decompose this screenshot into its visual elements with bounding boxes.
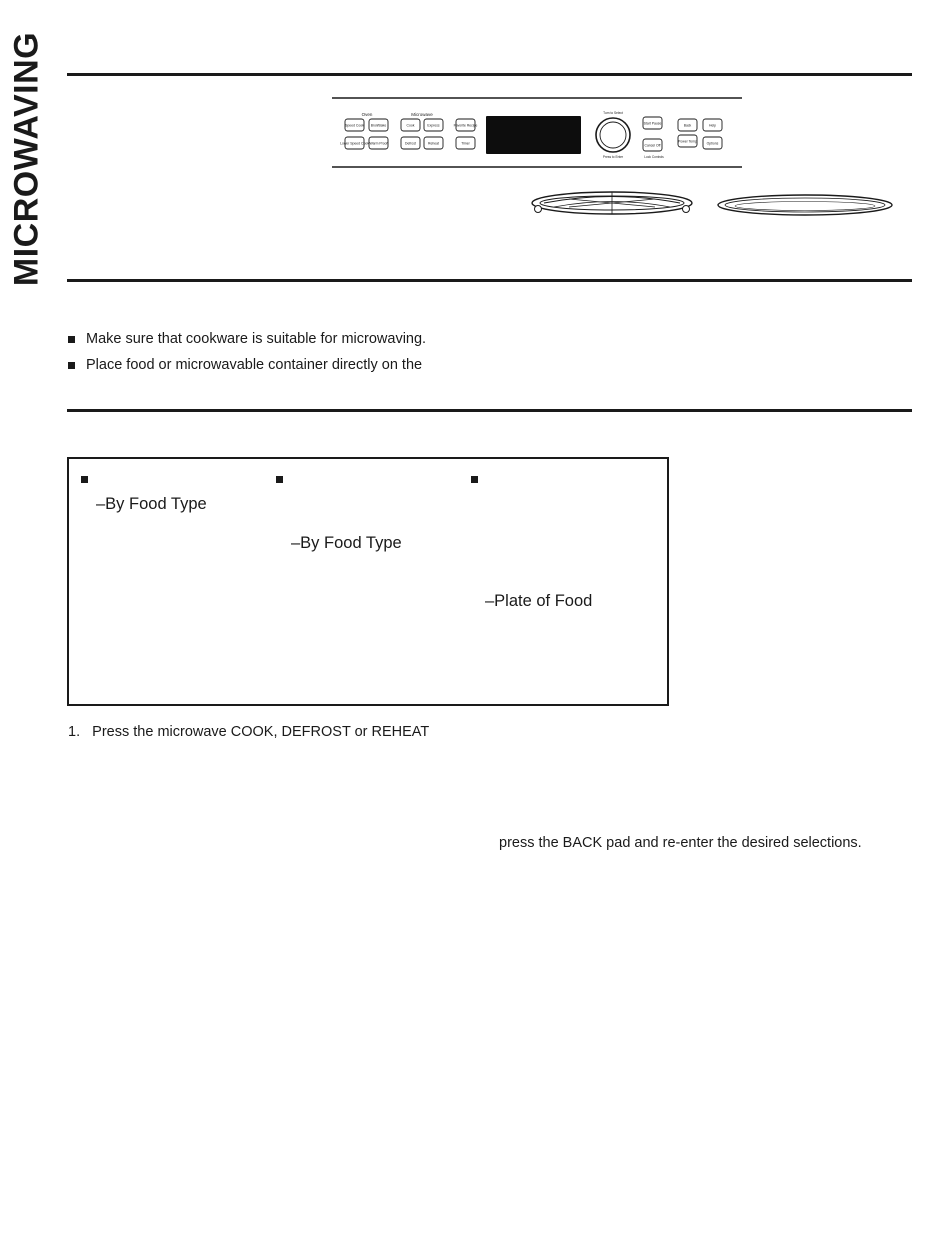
- svg-text:Lock Controls: Lock Controls: [644, 155, 664, 159]
- panel-button-label: Lower Speed Cook: [340, 141, 369, 146]
- svg-text:Press to Enter: Press to Enter: [602, 155, 624, 159]
- panel-button-cancel-off: [643, 139, 662, 151]
- bullet-square-icon: [471, 476, 478, 483]
- panel-button-label: Back: [683, 123, 692, 128]
- bullet-square-icon: [68, 336, 75, 343]
- panel-button-reheat: [424, 137, 443, 149]
- panel-button-broil-bake: [369, 119, 388, 131]
- box-col2-text: –By Food Type: [291, 534, 402, 552]
- panel-button-label: Timer: [461, 141, 470, 146]
- panel-button-label: Cook: [406, 123, 415, 128]
- section-rule-2: [67, 409, 912, 412]
- section-rule-1: [67, 279, 912, 282]
- panel-button-label: Speed Cook: [345, 123, 364, 128]
- panel-button-label: Defrost: [405, 141, 416, 146]
- bullet-square-icon: [68, 362, 75, 369]
- box-col3-text: –Plate of Food: [485, 592, 593, 610]
- panel-button-defrost: [401, 137, 420, 149]
- tray-illustration: [716, 193, 894, 217]
- panel-button-label: Power Temp: [678, 139, 697, 144]
- display-screen: [486, 116, 581, 154]
- box-col1-text: –By Food Type: [96, 495, 207, 513]
- panel-button-label: Cancel Off: [644, 143, 661, 148]
- svg-text:Microwave: Microwave: [411, 112, 433, 117]
- panel-button-timer: [456, 137, 475, 149]
- step-1: 1. Press the microwave COOK, DEFROST or REHEAT: [68, 724, 430, 740]
- top-rule: [67, 73, 912, 76]
- panel-button-power-temp: [678, 135, 697, 147]
- back-note: press the BACK pad and re-enter the desired selections.: [499, 835, 862, 851]
- control-panel-drawing: [332, 96, 742, 170]
- panel-button-label: Favorite Recipe: [453, 123, 478, 128]
- panel-button-label: Options: [706, 141, 719, 146]
- svg-text:Turn to Select: Turn to Select: [603, 111, 623, 115]
- svg-text:Oven: Oven: [361, 112, 373, 117]
- panel-button-favorite-recipe: [454, 119, 478, 131]
- section-title-text: MICROWAVING: [7, 31, 46, 286]
- panel-button-label: Help: [709, 123, 716, 128]
- panel-button-label: Start Pause: [643, 121, 662, 126]
- panel-button-start-pause: [643, 117, 662, 129]
- panel-button-label: Warm Proof: [369, 141, 388, 146]
- panel-button-speed-cook: [345, 119, 364, 131]
- tip-item-1: [68, 331, 426, 347]
- panel-button-label: Express: [427, 123, 440, 128]
- bullet-square-icon: [276, 476, 283, 483]
- rack-illustration: [529, 188, 695, 220]
- panel-button-label: Broil/Bake: [370, 123, 387, 128]
- panel-button-back: [678, 119, 697, 131]
- tip-item-2: [68, 357, 422, 373]
- bullet-square-icon: [81, 476, 88, 483]
- tip-text-2: Place food or microwavable container directly on the: [86, 357, 423, 373]
- panel-button-label: Reheat: [428, 141, 439, 146]
- panel-button-lower-speed-cook: [340, 137, 369, 149]
- section-title: [7, 31, 46, 286]
- panel-button-help: [703, 119, 722, 131]
- panel-button-cook: [401, 119, 420, 131]
- panel-button-express: [424, 119, 443, 131]
- control-panel-illustration: [332, 96, 742, 170]
- info-box: [67, 457, 669, 706]
- panel-button-warm-proof: [369, 137, 388, 149]
- tip-text-1: Make sure that cookware is suitable for microwaving.: [86, 331, 427, 347]
- panel-button-options: [703, 137, 722, 149]
